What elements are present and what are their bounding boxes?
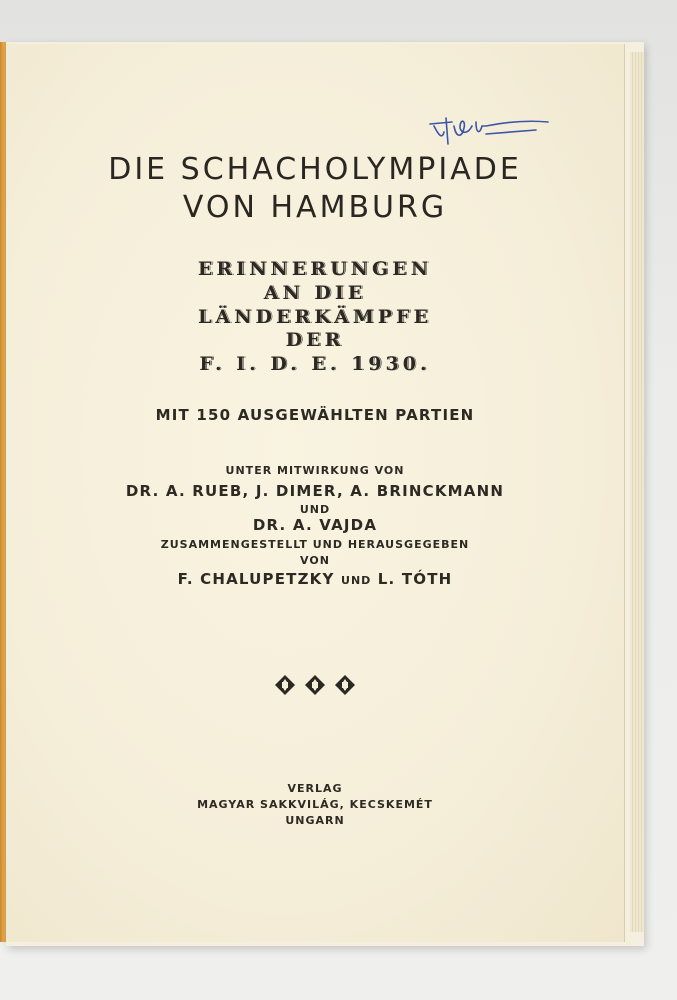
subtitle-line-5: F. I. D. E. 1930. xyxy=(199,353,431,375)
contributor-last-line: DR. A. VAJDA xyxy=(252,516,378,534)
subtitle-line-2: AN DIE xyxy=(263,282,367,304)
diamond-ornament-icon xyxy=(274,674,296,696)
publisher-name: MAGYAR SAKKVILÁG, KECSKEMÉT xyxy=(197,798,433,811)
title-page xyxy=(6,44,625,942)
editor-und: UND xyxy=(341,574,372,587)
handwritten-signature xyxy=(416,104,566,154)
publisher-country: UNGARN xyxy=(285,814,345,827)
ornament-row xyxy=(6,674,624,696)
publisher-label: VERLAG xyxy=(287,782,343,795)
editor-2: L. TÓTH xyxy=(377,570,453,588)
mitwirkung-line: UNTER MITWIRKUNG VON xyxy=(225,464,405,477)
diamond-ornament-icon xyxy=(304,674,326,696)
subtitle-line-1: ERINNERUNGEN xyxy=(197,258,433,280)
editor-1: F. CHALUPETZKY xyxy=(177,570,335,588)
editors-line xyxy=(6,570,624,588)
partien-line: MIT 150 AUSGEWÄHLTEN PARTIEN xyxy=(155,406,475,424)
subtitle-line-3: LÄNDERKÄMPFE xyxy=(198,306,432,328)
von-line: VON xyxy=(300,554,330,567)
subtitle-line-4: DER xyxy=(285,329,345,351)
und-line: UND xyxy=(299,503,331,516)
title-line-2: VON HAMBURG xyxy=(182,190,448,225)
compiled-line: ZUSAMMENGESTELLT UND HERAUSGEGEBEN xyxy=(160,538,470,551)
title-line-1: DIE SCHACHOLYMPIADE xyxy=(108,152,522,187)
contributors-line: DR. A. RUEB, J. DIMER, A. BRINCKMANN xyxy=(125,482,505,500)
diamond-ornament-icon xyxy=(334,674,356,696)
